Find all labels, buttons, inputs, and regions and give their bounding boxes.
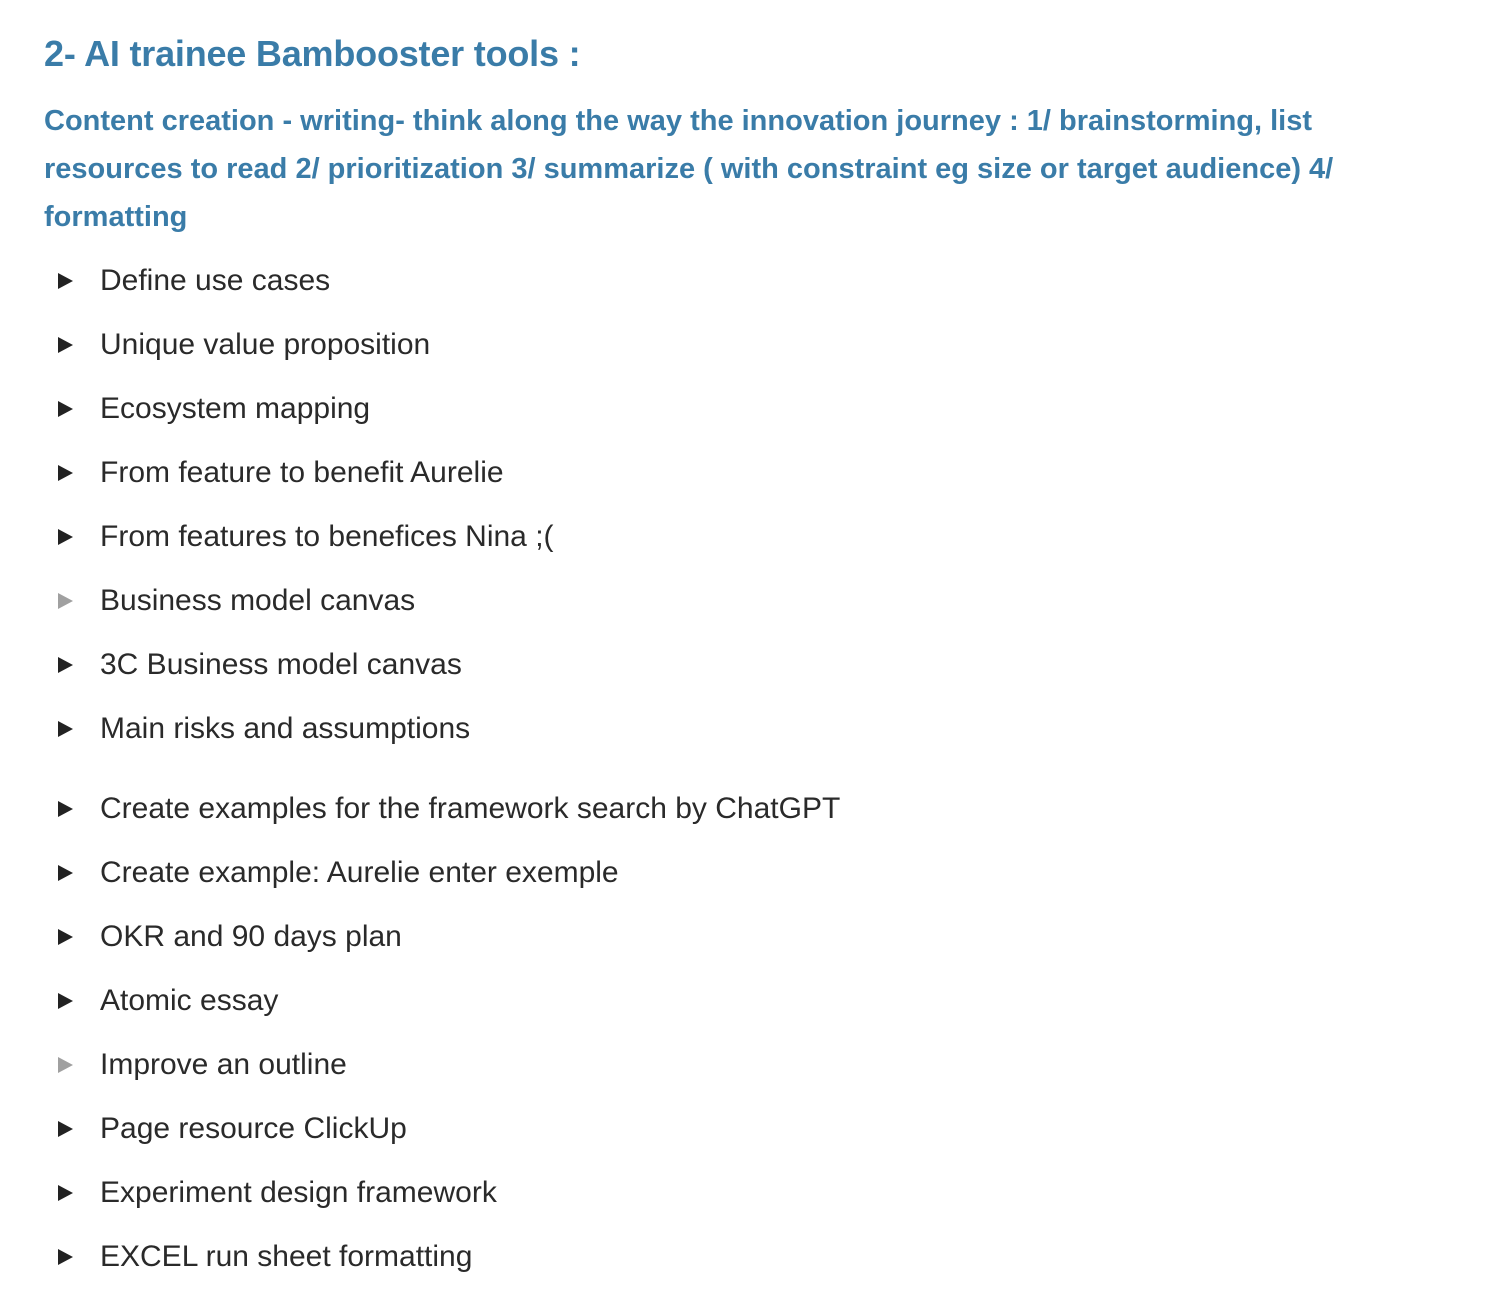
- toggle-item[interactable]: [54, 448, 504, 498]
- toggle-item[interactable]: [54, 1104, 407, 1154]
- page-subheading: Content creation - writing- think along the way the innovation journey : 1/ brainstorming, list resources to read 2/ prioritization 3/ summarize ( with constraint eg size or target audience) 4/ formatting: [44, 105, 1334, 233]
- triangle-right-icon[interactable]: [54, 1245, 78, 1269]
- triangle-right-icon[interactable]: [54, 1117, 78, 1141]
- page-heading: 2- AI trainee Bambooster tools :: [44, 33, 581, 74]
- triangle-right-icon[interactable]: [54, 333, 78, 357]
- triangle-right-icon[interactable]: [54, 269, 78, 293]
- toggle-item[interactable]: [54, 784, 840, 834]
- toggle-item[interactable]: [54, 1040, 347, 1090]
- triangle-right-icon[interactable]: [54, 525, 78, 549]
- toggle-item[interactable]: [54, 704, 470, 754]
- toggle-item[interactable]: [54, 912, 402, 962]
- toggle-label: From feature to benefit Aurelie: [100, 456, 504, 489]
- toggle-item[interactable]: [54, 976, 278, 1026]
- triangle-right-icon[interactable]: [54, 589, 78, 613]
- toggle-label: Business model canvas: [100, 584, 416, 617]
- triangle-right-icon[interactable]: [54, 653, 78, 677]
- toggle-label: Ecosystem mapping: [100, 392, 371, 425]
- toggle-label: EXCEL run sheet formatting: [100, 1240, 473, 1273]
- toggle-label: Create example: Aurelie enter exemple: [100, 856, 619, 889]
- toggle-item[interactable]: [54, 1168, 497, 1218]
- toggle-label: Define use cases: [100, 264, 331, 297]
- triangle-right-icon[interactable]: [54, 925, 78, 949]
- triangle-right-icon[interactable]: [54, 861, 78, 885]
- toggle-label: Experiment design framework: [100, 1176, 497, 1209]
- toggle-item[interactable]: [54, 512, 554, 562]
- toggle-item[interactable]: [54, 1232, 472, 1282]
- toggle-item[interactable]: [54, 576, 415, 626]
- toggle-item[interactable]: [54, 320, 430, 370]
- toggle-item[interactable]: [54, 256, 330, 306]
- toggle-item[interactable]: [54, 640, 462, 690]
- toggle-label: 3C Business model canvas: [100, 648, 462, 681]
- triangle-right-icon[interactable]: [54, 797, 78, 821]
- toggle-label: Improve an outline: [100, 1048, 347, 1081]
- triangle-right-icon[interactable]: [54, 1181, 78, 1205]
- toggle-label: Create examples for the framework search by ChatGPT: [100, 792, 841, 825]
- toggle-label: OKR and 90 days plan: [100, 920, 402, 953]
- toggle-item[interactable]: [54, 848, 619, 898]
- toggle-label: From features to benefices Nina ;(: [100, 520, 554, 553]
- toggle-label: Main risks and assumptions: [100, 712, 471, 745]
- triangle-right-icon[interactable]: [54, 461, 78, 485]
- triangle-right-icon[interactable]: [54, 397, 78, 421]
- toggle-label: Page resource ClickUp: [100, 1112, 407, 1145]
- toggle-label: Atomic essay: [100, 984, 279, 1017]
- triangle-right-icon[interactable]: [54, 1053, 78, 1077]
- triangle-right-icon[interactable]: [54, 989, 78, 1013]
- triangle-right-icon[interactable]: [54, 717, 78, 741]
- toggle-item[interactable]: [54, 384, 370, 434]
- toggle-label: Unique value proposition: [100, 328, 431, 361]
